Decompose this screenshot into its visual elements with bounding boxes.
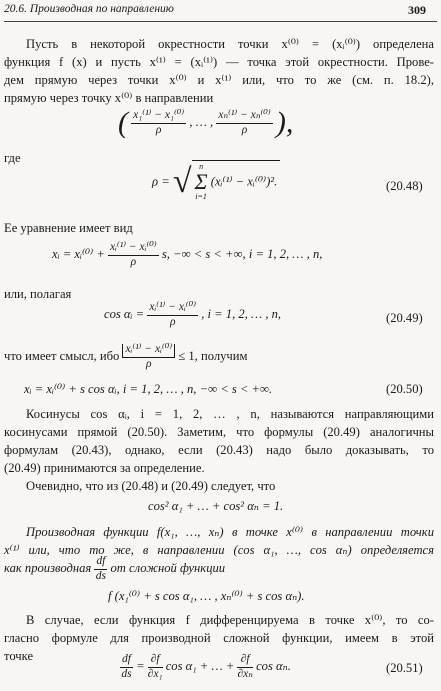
running-header: 20.6. Производная по направлению: [4, 3, 174, 15]
page-number: 309: [408, 3, 426, 17]
paragraph-2-line-2: косинусами прямой (20.50). Заметим, что формулы (20.49) аналогичны: [4, 425, 434, 439]
equation-number-20-51: (20.51): [386, 661, 423, 675]
definition-line-3: как производная $\frac{df}{ds}$ от сложной функции: [4, 555, 226, 582]
equation-number-20-50: (20.50): [386, 382, 423, 396]
line-equation-intro: Ее уравнение имеет вид: [4, 221, 133, 235]
equation-20-51: $\frac{df}{ds}$ = $\frac{\partial f}{\text{∂x₁}}$ cos α₁ + … + $\frac{\partial f}{\text{∂xₙ}}$ cos αₙ.: [121, 653, 291, 680]
paragraph-4-line-3: точке: [4, 649, 34, 663]
equation-number-20-49: (20.49): [386, 311, 423, 325]
definition-line-2: x⁽¹⁾ или, что то же, в направлении (cos α₁, …, cos αₙ) определяется: [4, 543, 434, 557]
paragraph-2-line-1: Косинусы cos αᵢ, i = 1, 2, … , n, называются направляющими: [26, 407, 434, 421]
equation-20-50: xᵢ = xᵢ⁽⁰⁾ + s cos αᵢ, i = 1, 2, … , n, −∞ < s < +∞.: [24, 382, 273, 396]
equation-20-49: cos αᵢ = $\frac{\text{xᵢ⁽¹⁾ − xᵢ⁽⁰⁾}}{\rho}$ , i = 1, 2, … , n,: [104, 301, 282, 328]
definition-line-1: Производная функции f(x₁, …, xₙ) в точке x⁽⁰⁾ в направлении точки: [26, 525, 434, 539]
paragraph-4-line-1: В случае, если функция f дифференцируема в точке x⁽⁰⁾, то со-: [26, 613, 434, 627]
paragraph-2-line-4: (20.49) принимаются за определение.: [4, 461, 205, 475]
or-setting-label: или, полагая: [4, 287, 72, 301]
paragraph-1-line-4: прямую через точку x⁽⁰⁾ в направлении: [4, 91, 214, 105]
equation-20-48: ρ = √ n Σ i=1 (xᵢ⁽¹⁾ − xᵢ⁽⁰⁾)².: [152, 160, 280, 201]
header-rule: [4, 21, 437, 22]
paragraph-1-line-3: дем прямую через точки x⁽⁰⁾ и x⁽¹⁾ или, что то же (см. п. 18.2),: [4, 73, 434, 87]
where-label: где: [4, 151, 21, 165]
paragraph-1-line-1: Пусть в некоторой окрестности точки x⁽⁰⁾ = (xᵢ⁽⁰⁾) определена: [26, 37, 434, 51]
paragraph-2-line-3: формулам (20.43), однако, если (20.43) надо было доказывать, то: [4, 443, 434, 457]
meaning-line: что имеет смысл, ибо $\frac{\text{xᵢ⁽¹⁾ − xᵢ⁽⁰⁾}}{\rho}$ ≤ 1, получим: [4, 343, 248, 370]
paragraph-4-line-2: гласно формуле для производной сложной функции, имеем в этой: [4, 631, 434, 645]
direction-fraction-1: $\frac{\text{x₁⁽¹⁾ − x₁⁽⁰⁾}}{\rho}$: [133, 109, 185, 136]
direction-vector: ( $\frac{\text{x₁⁽¹⁾ − x₁⁽⁰⁾}}{\rho}$ , … , $\frac{\text{xₙ⁽¹⁾ − xₙ⁽⁰⁾}}{\rho}$ ),: [118, 106, 294, 139]
line-equation: xᵢ = xᵢ⁽⁰⁾ + $\frac{\text{xᵢ⁽¹⁾ − xᵢ⁽⁰⁾}}{\rho}$ s, −∞ < s < +∞, i = 1, 2, … , n,: [52, 241, 323, 268]
cosine-sum-identity: cos² α₁ + … + cos² αₙ = 1.: [148, 499, 284, 513]
direction-fraction-n: $\frac{\text{xₙ⁽¹⁾ − xₙ⁽⁰⁾}}{\rho}$: [218, 109, 271, 136]
composite-function: f (x₁⁽⁰⁾ + s cos α₁, … , xₙ⁽⁰⁾ + s cos αₙ).: [108, 589, 305, 603]
paragraph-1-line-2: функция f (x) и пусть x⁽¹⁾ = (xᵢ⁽¹⁾) — точка этой окрестности. Прове-: [4, 55, 434, 69]
paragraph-3: Очевидно, что из (20.48) и (20.49) следует, что: [26, 479, 276, 493]
equation-number-20-48: (20.48): [386, 179, 423, 193]
